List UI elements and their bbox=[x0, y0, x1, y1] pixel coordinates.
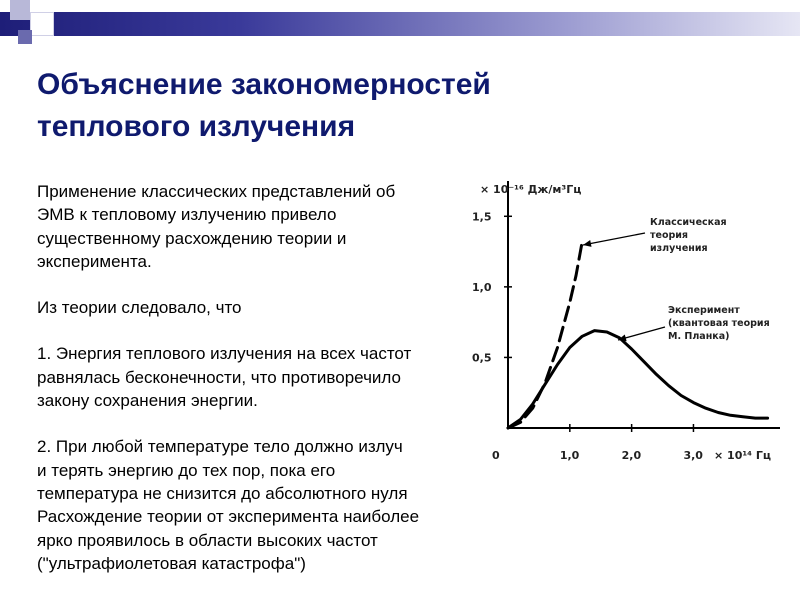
header-square-4 bbox=[18, 30, 32, 44]
x-tick-label: 2,0 bbox=[621, 449, 642, 462]
title-line-1: Объяснение закономерностей bbox=[37, 68, 491, 101]
classical-label: Классическая bbox=[650, 217, 727, 228]
header-square-1 bbox=[10, 0, 30, 20]
x-tick-label: 0 bbox=[492, 449, 500, 462]
classical-arrow bbox=[583, 233, 645, 245]
classical-label: теория bbox=[650, 230, 689, 241]
point2-line: ярко проявилось в области высоких частот bbox=[37, 530, 378, 550]
point1-line: 1. Энергия теплового излучения на всех частот bbox=[37, 344, 412, 364]
body-text bbox=[37, 180, 487, 600]
header-square-3 bbox=[30, 12, 54, 36]
point2-line: ("ультрафиолетовая катастрофа") bbox=[37, 553, 306, 573]
classical-theory-line bbox=[508, 242, 582, 428]
x-tick-label: 1,0 bbox=[559, 449, 580, 462]
point2-line: Расхождение теории от эксперимента наиболее bbox=[37, 507, 420, 527]
classical-arrow-head bbox=[583, 240, 592, 247]
experiment-label: Эксперимент bbox=[668, 305, 740, 316]
para-line: эксперимента. bbox=[37, 251, 152, 271]
y-tick-label: 1,5 bbox=[472, 210, 492, 224]
header-bar bbox=[0, 12, 800, 36]
point2-line: и терять энергию до тех пор, пока его bbox=[37, 460, 336, 480]
experiment-line bbox=[508, 331, 768, 428]
header-square-2 bbox=[30, 0, 56, 12]
chart-svg bbox=[440, 175, 800, 475]
para-line: существенному расхождению теории и bbox=[37, 228, 347, 248]
radiation-chart bbox=[440, 175, 800, 475]
y-axis-unit-label: × 10⁻¹⁶ Дж/м³Гц bbox=[480, 183, 582, 196]
x-axis-unit-label: × 10¹⁴ Гц bbox=[714, 449, 771, 462]
point2-line: температура не снизится до абсолютного нуля bbox=[37, 483, 408, 503]
para-line: Применение классических представлений об bbox=[37, 182, 396, 201]
para-line: ЭМВ к тепловому излучению привело bbox=[37, 205, 337, 225]
experiment-label: М. Планка) bbox=[668, 331, 730, 342]
classical-label: излучения bbox=[650, 243, 708, 254]
title-line-2: теплового излучения bbox=[37, 110, 356, 143]
x-tick-label: 3,0 bbox=[683, 449, 703, 462]
y-tick-label: 1,0 bbox=[472, 280, 492, 294]
point1-line: равнялась бесконечности, что противоречило bbox=[37, 367, 401, 387]
intro-line: Из теории следовало, что bbox=[37, 298, 242, 318]
point1-line: закону сохранения энергии. bbox=[37, 391, 258, 411]
point2-line: 2. При любой температуре тело должно излуч bbox=[37, 437, 403, 457]
experiment-label: (квантовая теория bbox=[668, 318, 770, 329]
y-tick-label: 0,5 bbox=[472, 351, 492, 365]
slide-title bbox=[37, 64, 637, 148]
